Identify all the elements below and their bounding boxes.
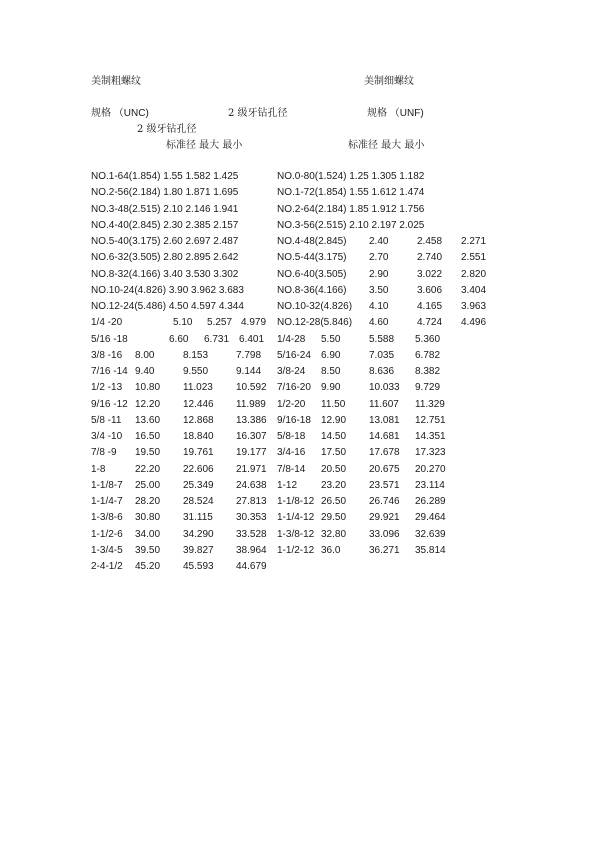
thread-spec: NO.5-40(3.175) 2.60 2.697 2.487 (91, 236, 239, 247)
thread-spec: 1/2 -13 (91, 382, 123, 394)
standard-diameter: 29.50 (321, 512, 347, 524)
max-diameter: 19.761 (183, 447, 214, 459)
standard-diameter: 2.40 (369, 236, 389, 247)
standard-diameter: 4.60 (369, 317, 389, 329)
min-diameter: 33.528 (236, 528, 267, 540)
max-diameter: 9.550 (183, 366, 209, 377)
max-diameter: 28.524 (183, 496, 214, 507)
coarse-spec-label: 规格 （UNC) (91, 108, 149, 119)
max-diameter: 22.606 (183, 463, 214, 475)
thread-spec: NO.2-56(2.184) 1.80 1.871 1.695 (91, 187, 239, 199)
max-diameter: 12.446 (183, 398, 214, 410)
thread-spec: 5/16-24 (277, 349, 311, 361)
max-diameter: 4.165 (417, 301, 443, 312)
drill-label-2: 2 级牙钻孔径 (137, 124, 197, 135)
min-diameter: 7.798 (236, 349, 262, 361)
max-diameter: 17.678 (369, 447, 400, 459)
standard-diameter: 12.20 (135, 398, 161, 410)
min-diameter: 3.963 (461, 301, 487, 312)
max-diameter: 3.022 (417, 268, 443, 280)
min-diameter: 8.382 (415, 366, 441, 377)
standard-diameter: 32.80 (321, 528, 347, 540)
max-diameter: 25.349 (183, 479, 214, 491)
thread-spec: 1/4 -20 (91, 317, 123, 329)
min-diameter: 12.751 (415, 414, 446, 426)
min-diameter: 26.289 (415, 496, 446, 507)
max-diameter: 4.724 (417, 317, 443, 329)
standard-diameter: 11.50 (321, 398, 346, 410)
min-diameter: 13.386 (236, 414, 267, 426)
thread-spec: NO.6-32(3.505) 2.80 2.895 2.642 (91, 252, 239, 264)
thread-spec: 5/8 -11 (91, 414, 122, 426)
max-diameter: 5.588 (369, 333, 395, 345)
thread-spec: NO.1-64(1.854) 1.55 1.582 1.425 (91, 171, 239, 182)
standard-diameter: 30.80 (135, 512, 161, 524)
min-diameter: 16.307 (236, 431, 267, 442)
max-diameter: 7.035 (369, 349, 395, 361)
coarse-thread-title: 美制粗螺纹 (91, 76, 141, 87)
thread-spec: NO.10-24(4.826) 3.90 3.962 3.683 (91, 284, 244, 296)
thread-spec: 3/4 -10 (91, 431, 123, 442)
max-diameter: 34.290 (183, 528, 214, 540)
max-diameter: 36.271 (369, 544, 400, 556)
standard-diameter: 39.50 (135, 544, 161, 556)
thread-spec: 9/16 -12 (91, 398, 128, 410)
thread-spec: 1/4-28 (277, 333, 306, 345)
thread-spec: NO.3-48(2.515) 2.10 2.146 1.941 (91, 203, 239, 215)
min-diameter: 21.971 (236, 463, 267, 475)
standard-diameter: 5.10 (173, 317, 193, 329)
max-diameter: 20.675 (369, 463, 400, 475)
max-diameter: 8.636 (369, 366, 395, 377)
standard-diameter: 8.50 (321, 366, 341, 377)
thread-spec: NO.5-44(3.175) (277, 252, 347, 264)
standard-diameter: 6.90 (321, 349, 341, 361)
standard-diameter: 20.50 (321, 463, 347, 475)
min-diameter: 2.271 (461, 236, 487, 247)
thread-spec: 1-8 (91, 463, 106, 475)
standard-diameter: 23.20 (321, 479, 347, 491)
min-diameter: 24.638 (236, 479, 267, 491)
max-diameter: 18.840 (183, 431, 214, 442)
standard-diameter: 28.20 (135, 496, 161, 507)
standard-diameter: 4.10 (369, 301, 389, 312)
max-diameter: 11.023 (183, 382, 213, 394)
standard-diameter: 12.90 (321, 414, 347, 426)
thread-spec: 1-1/8-7 (91, 479, 123, 491)
thread-spec: 3/4-16 (277, 447, 306, 459)
standard-diameter: 36.0 (321, 544, 341, 556)
thread-spec: 7/8 -9 (91, 447, 117, 459)
standard-diameter: 10.80 (135, 382, 161, 394)
min-diameter: 30.353 (236, 512, 267, 524)
thread-spec: 1-1/8-12 (277, 496, 315, 507)
thread-spec: NO.8-32(4.166) 3.40 3.530 3.302 (91, 268, 239, 280)
max-diameter: 3.606 (417, 284, 443, 296)
max-diameter: 39.827 (183, 544, 214, 556)
min-diameter: 3.404 (461, 284, 487, 296)
thread-spec: NO.6-40(3.505) (277, 268, 347, 280)
min-diameter: 6.401 (239, 333, 265, 345)
thread-spec: 1-1/2-6 (91, 528, 123, 540)
min-diameter: 32.639 (415, 528, 446, 540)
standard-diameter: 8.00 (135, 349, 155, 361)
min-diameter: 10.592 (236, 382, 267, 394)
standard-diameter: 2.70 (369, 252, 389, 264)
standard-diameter: 25.00 (135, 479, 161, 491)
min-diameter: 38.964 (236, 544, 267, 556)
max-diameter: 26.746 (369, 496, 400, 507)
max-diameter: 11.607 (369, 398, 399, 410)
fine-thread-title: 美制细螺纹 (364, 76, 414, 87)
standard-diameter: 34.00 (135, 528, 161, 540)
thread-spec: 1-1/2-12 (277, 544, 315, 556)
min-diameter: 11.989 (236, 398, 266, 410)
thread-spec: 5/8-18 (277, 431, 306, 442)
thread-spec: NO.12-28(5.846) (277, 317, 353, 329)
thread-spec: NO.2-64(2.184) 1.85 1.912 1.756 (277, 203, 425, 215)
standard-diameter: 26.50 (321, 496, 347, 507)
min-diameter: 17.323 (415, 447, 446, 459)
min-diameter: 23.114 (415, 479, 445, 491)
max-diameter: 45.593 (183, 561, 214, 572)
min-diameter: 9.729 (415, 382, 441, 394)
thread-spec: 1-1/4-12 (277, 512, 315, 524)
thread-spec: NO.8-36(4.166) (277, 284, 347, 296)
thread-spec: 3/8-24 (277, 366, 306, 377)
standard-diameter: 16.50 (135, 431, 161, 442)
standard-diameter: 3.50 (369, 284, 389, 296)
min-diameter: 35.814 (415, 544, 446, 556)
standard-diameter: 2.90 (369, 268, 389, 280)
thread-spec: NO.1-72(1.854) 1.55 1.612 1.474 (277, 187, 425, 199)
max-diameter: 29.921 (369, 512, 400, 524)
max-diameter: 23.571 (369, 479, 400, 491)
min-diameter: 2.820 (461, 268, 487, 280)
min-diameter: 44.679 (236, 561, 267, 572)
min-diameter: 11.329 (415, 398, 445, 410)
fine-column-headers: 标准径 最大 最小 (348, 140, 425, 151)
max-diameter: 2.740 (417, 252, 443, 264)
standard-diameter: 45.20 (135, 561, 161, 572)
standard-diameter: 19.50 (135, 447, 161, 459)
standard-diameter: 13.60 (135, 414, 161, 426)
thread-spec: 9/16-18 (277, 414, 311, 426)
thread-spec: 7/16-20 (277, 382, 311, 394)
fine-spec-label: 规格 （UNF) (367, 108, 424, 119)
max-diameter: 12.868 (183, 414, 214, 426)
thread-spec: 1/2-20 (277, 398, 306, 410)
thread-spec: 7/16 -14 (91, 366, 128, 377)
min-diameter: 9.144 (236, 366, 262, 377)
thread-spec: NO.4-40(2.845) 2.30 2.385 2.157 (91, 219, 239, 231)
min-diameter: 14.351 (415, 431, 446, 442)
max-diameter: 6.731 (204, 333, 230, 345)
standard-diameter: 17.50 (321, 447, 347, 459)
thread-spec: NO.12-24(5.486) 4.50 4.597 4.344 (91, 301, 244, 312)
standard-diameter: 9.90 (321, 382, 341, 394)
thread-spec: 1-3/8-6 (91, 512, 123, 524)
min-diameter: 20.270 (415, 463, 446, 475)
max-diameter: 2.458 (417, 236, 443, 247)
min-diameter: 4.496 (461, 317, 487, 329)
max-diameter: 14.681 (369, 431, 400, 442)
thread-spec: 7/8-14 (277, 463, 306, 475)
max-diameter: 5.257 (207, 317, 233, 329)
thread-spec: 1-12 (277, 479, 298, 491)
min-diameter: 29.464 (415, 512, 446, 524)
min-diameter: 19.177 (236, 447, 267, 459)
thread-spec: NO.10-32(4.826) (277, 301, 353, 312)
thread-spec: NO.0-80(1.524) 1.25 1.305 1.182 (277, 171, 425, 182)
standard-diameter: 6.60 (169, 333, 189, 345)
min-diameter: 4.979 (241, 317, 267, 329)
standard-diameter: 5.50 (321, 333, 341, 345)
min-diameter: 6.782 (415, 349, 441, 361)
thread-spec: 1-3/4-5 (91, 544, 123, 556)
thread-spec: 2-4-1/2 (91, 561, 123, 572)
thread-spec: NO.4-48(2.845) (277, 236, 347, 247)
thread-spec: 1-3/8-12 (277, 528, 315, 540)
max-diameter: 13.081 (369, 414, 400, 426)
max-diameter: 10.033 (369, 382, 400, 394)
thread-spec: 3/8 -16 (91, 349, 123, 361)
min-diameter: 27.813 (236, 496, 267, 507)
thread-spec: 1-1/4-7 (91, 496, 123, 507)
max-diameter: 8.153 (183, 349, 209, 361)
max-diameter: 33.096 (369, 528, 400, 540)
min-diameter: 2.551 (461, 252, 487, 264)
thread-spec: 5/16 -18 (91, 333, 128, 345)
min-diameter: 5.360 (415, 333, 441, 345)
drill-label-1: 2 级牙钻孔径 (228, 108, 288, 119)
standard-diameter: 22.20 (135, 463, 161, 475)
max-diameter: 31.115 (183, 512, 213, 524)
standard-diameter: 14.50 (321, 431, 347, 442)
standard-diameter: 9.40 (135, 366, 155, 377)
thread-spec: NO.3-56(2.515) 2.10 2.197 2.025 (277, 219, 425, 231)
coarse-column-headers: 标准径 最大 最小 (166, 140, 243, 151)
